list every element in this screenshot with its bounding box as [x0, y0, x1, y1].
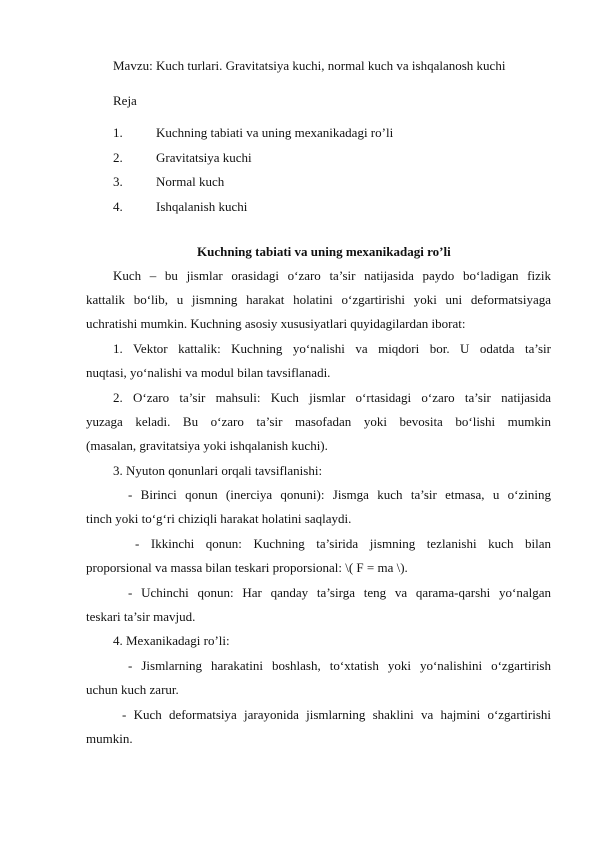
text-line: mumkin. [86, 731, 133, 746]
plan-item-text: Ishqalanish kuchi [156, 199, 248, 214]
plan-title: Reja [113, 93, 137, 108]
plan-item-text: Gravitatsiya kuchi [156, 150, 252, 165]
text-line: - Kuch deformatsiya jarayonida jismlarning shaklini va hajmini o‘zgartirishi [122, 707, 551, 722]
plan-item-number: 1. [113, 125, 123, 140]
text-line: teskari ta’sir mavjud. [86, 609, 196, 624]
text-line: - Jismlarning harakatini boshlash, to‘xtatish yoki yo‘nalishini o‘zgartirish [128, 658, 551, 673]
topic-line: Mavzu: Kuch turlari. Gravitatsiya kuchi, normal kuch va ishqalanosh kuchi [113, 58, 506, 73]
text-line: - Uchinchi qonun: Har qanday ta’sirga teng va qarama-qarshi yo‘nalgan [128, 585, 551, 600]
text-line: 1. Vektor kattalik: Kuchning yo‘nalishi va miqdori bor. U odatda ta’sir [113, 341, 551, 356]
text-line: 4. Mexanikadagi ro’li: [113, 633, 230, 648]
text-line: (masalan, gravitatsiya yoki ishqalanish kuchi). [86, 438, 328, 453]
text-line: proporsional va massa bilan teskari proporsional: \( F = ma \). [86, 560, 408, 575]
text-line: - Ikkinchi qonun: Kuchning ta’sirida jismning tezlanishi kuch bilan [135, 536, 551, 551]
text-line: yuzaga keladi. Bu o‘zaro ta’sir masofadan yoki bevosita bo‘lishi mumkin [86, 414, 551, 429]
plan-item-number: 2. [113, 150, 123, 165]
text-line: 2. O‘zaro ta’sir mahsuli: Kuch jismlar o‘rtasidagi o‘zaro ta’sir natijasida [113, 390, 551, 405]
text-line: nuqtasi, yo‘nalishi va modul bilan tavsiflanadi. [86, 365, 331, 380]
plan-item-text: Normal kuch [156, 174, 225, 189]
text-line: uchun kuch zarur. [86, 682, 179, 697]
text-line: 3. Nyuton qonunlari orqali tavsiflanishi: [113, 463, 323, 478]
plan-item-number: 4. [113, 199, 123, 214]
text-line: tinch yoki to‘g‘ri chiziqli harakat holatini saqlaydi. [86, 511, 352, 526]
plan-item-number: 3. [113, 174, 123, 189]
text-line: Kuch – bu jismlar orasidagi o‘zaro ta’sir natijasida paydo bo‘ladigan fizik [113, 268, 551, 283]
plan-item-text: Kuchning tabiati va uning mexanikadagi ro’li [156, 125, 394, 140]
text-line: kattalik bo‘lib, u jismning harakat holatini o‘zgartirishi yoki uni deformatsiyaga [86, 292, 551, 307]
text-line: - Birinci qonun (inerciya qonuni): Jismga kuch ta’sir etmasa, u o‘zining [128, 487, 551, 502]
text-line: uchratishi mumkin. Kuchning asosiy xususiyatlari quyidagilardan iborat: [86, 316, 466, 331]
section-heading: Kuchning tabiati va uning mexanikadagi ro’li [197, 244, 451, 259]
